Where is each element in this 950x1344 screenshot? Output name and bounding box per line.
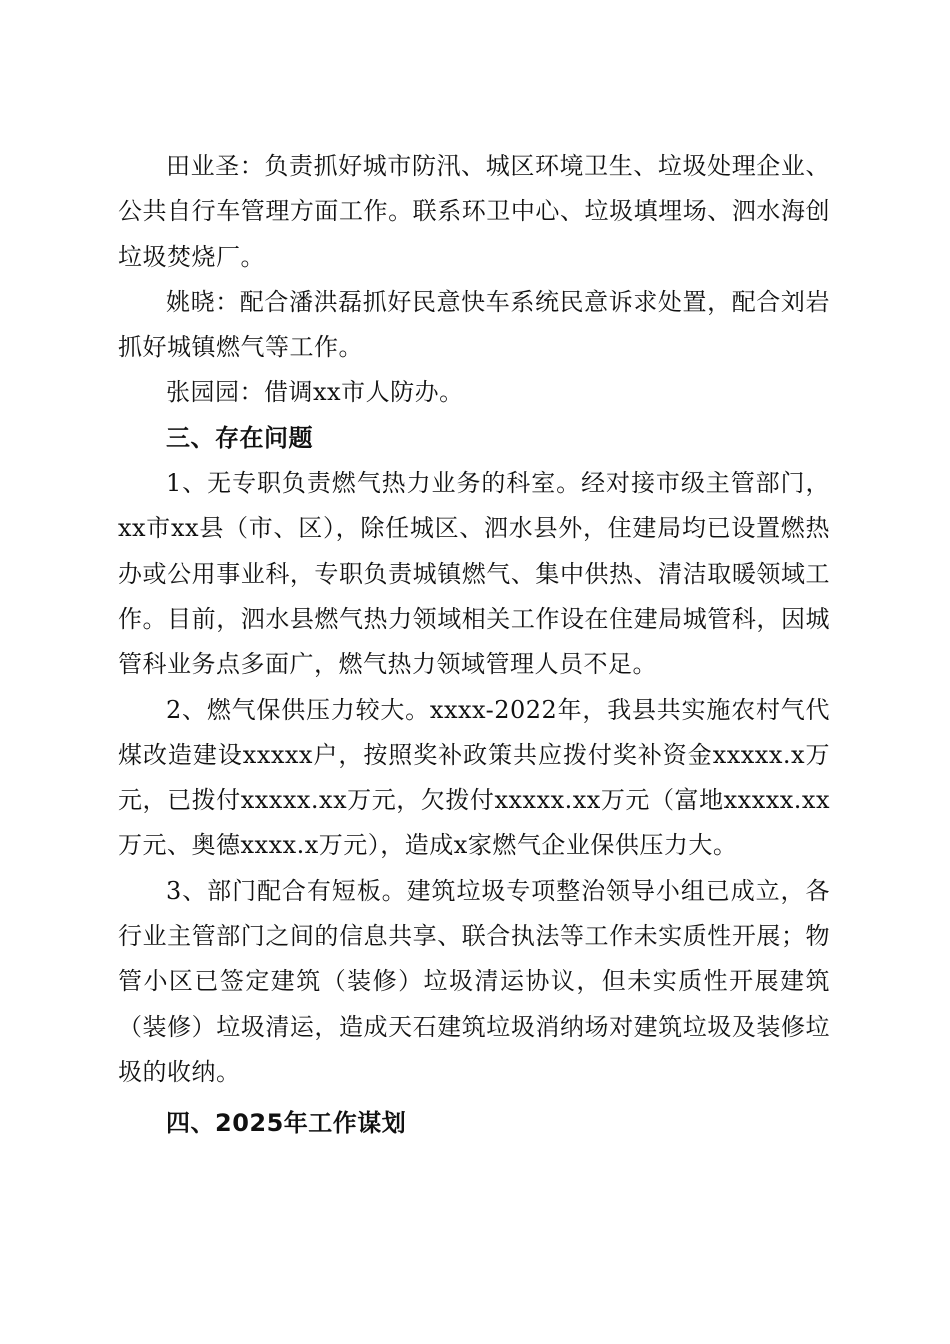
section-heading-2025-plan: 四、2025年工作谋划 xyxy=(166,1109,407,1138)
problem-item-3: 3、部门配合有短板。建筑垃圾专项整治领导小组已成立，各行业主管部门之间的信息共享、联合执法等工作未实质性开展；物管小区已签定建筑（装修）垃圾清运协议，但未实质性开展建筑（装修）垃圾清运，造成天石建筑垃圾消纳场对建筑垃圾及装修垃圾的收纳。 xyxy=(118,876,830,1086)
section-heading-problems: 三、存在问题 xyxy=(166,423,313,452)
problem-item-2: 2、燃气保供压力较大。xxxx-2022年，我县共实施农村气代煤改造建设xxxxx户，按照奖补政策共应拨付奖补资金xxxxx.x万元，已拨付xxxxx.xx万元，欠拨付xxxxx.xx万元（富地xxxxx.xx万元、奥德xxxx.x万元），造成x家燃气企业保供压力大。 xyxy=(118,695,830,860)
staff-duty-tian: 田业圣：负责抓好城市防汛、城区环境卫生、垃圾处理企业、公共自行车管理方面工作。联系环卫中心、垃圾填埋场、泗水海创垃圾焚烧厂。 xyxy=(118,152,830,271)
problem-item-1: 1、无专职负责燃气热力业务的科室。经对接市级主管部门，xx市xx县（市、区），除任城区、泗水县外，住建局均已设置燃热办或公用事业科，专职负责城镇燃气、集中供热、清洁取暖领域工作。目前，泗水县燃气热力领域相关工作设在住建局城管科，因城管科业务点多面广，燃气热力领域管理人员不足。 xyxy=(118,469,830,679)
staff-duty-yao: 姚晓：配合潘洪磊抓好民意快车系统民意诉求处置，配合刘岩抓好城镇燃气等工作。 xyxy=(118,287,830,362)
document-page xyxy=(118,144,830,1147)
staff-duty-zhang: 张园园：借调xx市人防办。 xyxy=(166,378,464,407)
